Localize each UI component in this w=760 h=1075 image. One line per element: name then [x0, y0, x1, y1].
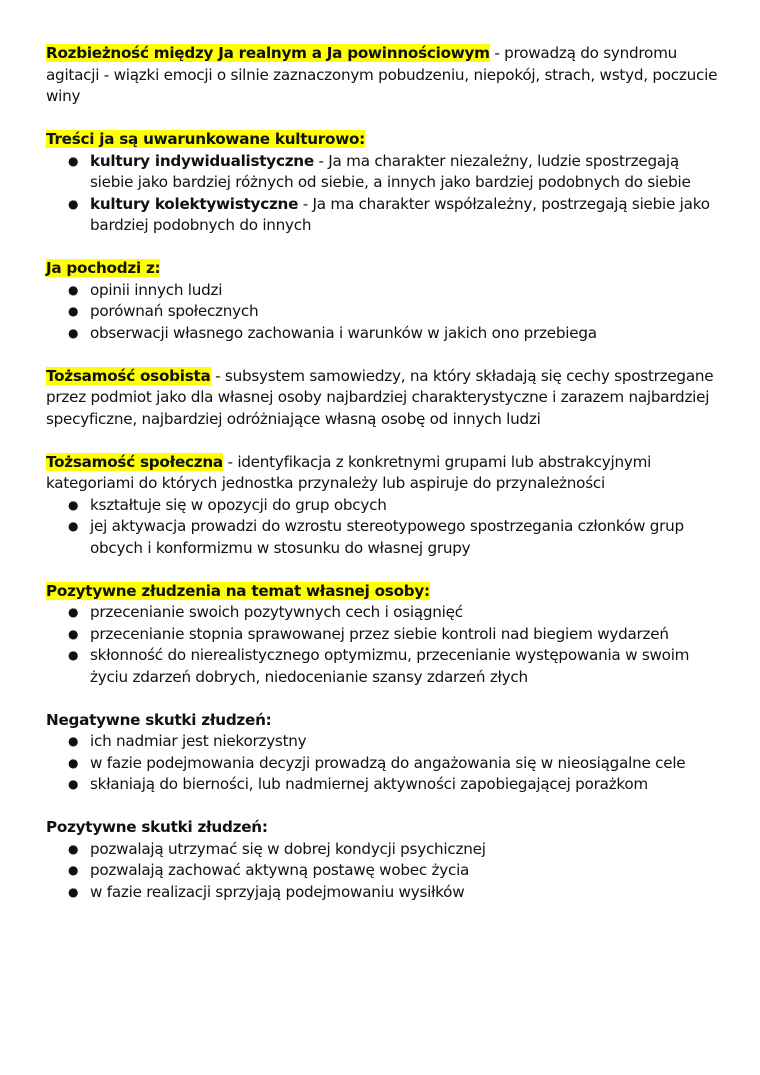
paragraph [46, 129, 726, 151]
bullet-icon: ● [68, 304, 79, 318]
paragraph [46, 817, 726, 839]
section-discrepancy [46, 43, 726, 108]
bullet-icon: ● [68, 777, 79, 791]
bullet-list [46, 280, 726, 345]
item-text: - Ja ma charakter współzależny, postrzegają siebie jako bardziej podobnych do innych [90, 194, 710, 234]
item-text: obserwacji własnego zachowania i warunków w jakich ono przebiega [90, 323, 597, 342]
list-item [46, 731, 726, 753]
bullet-list [46, 602, 726, 688]
item-text: kształtuje się w opozycji do grup obcych [90, 495, 387, 514]
bullet-icon: ● [68, 884, 79, 899]
bullet-icon: ● [68, 605, 79, 619]
bullet-icon: ● [68, 863, 79, 877]
list-item [46, 839, 726, 861]
bullet-icon: ● [68, 325, 79, 340]
section-heading: Ja pochodzi z: [46, 259, 161, 277]
bullet-list [46, 151, 726, 237]
list-item [46, 323, 726, 345]
section-heading: Tożsamość społeczna [46, 452, 223, 471]
list-item [46, 624, 726, 646]
bullet-icon: ● [68, 734, 79, 748]
list-item [46, 495, 726, 517]
section-heading: Pozytywne skutki złudzeń: [46, 818, 268, 836]
item-text: - Ja ma charakter niezależny, ludzie spostrzegają siebie jako bardziej różnych od siebie, a innych jako bardziej podobnych do siebie [90, 151, 691, 191]
document-page [46, 43, 726, 925]
item-text: przecenianie swoich pozytywnych cech i osiągnięć [90, 603, 463, 621]
item-text: porównań społecznych [90, 302, 259, 320]
list-item [46, 280, 726, 302]
bullet-icon: ● [68, 648, 79, 662]
list-item [46, 753, 726, 775]
item-text: w fazie realizacji sprzyjają podejmowaniu wysiłków [90, 882, 465, 901]
bullet-list [46, 839, 726, 904]
bullet-icon: ● [68, 755, 79, 770]
item-text: pozwalają utrzymać się w dobrej kondycji psychicznej [90, 839, 486, 858]
paragraph [46, 452, 726, 495]
section-negative-effects [46, 710, 726, 796]
list-item [46, 516, 726, 559]
list-item [46, 151, 726, 194]
list-item [46, 301, 726, 323]
item-text: ich nadmiar jest niekorzystny [90, 732, 307, 750]
section-personal-identity [46, 366, 726, 431]
section-self-origin [46, 258, 726, 344]
item-text: pozwalają zachować aktywną postawę wobec życia [90, 861, 470, 879]
paragraph [46, 258, 726, 280]
section-text: - prowadzą do syndromu agitacji - wiązki emocji o silnie zaznaczonym pobudzeniu, niepokój, strach, wstyd, poczucie winy [46, 44, 718, 105]
item-text: przecenianie stopnia sprawowanej przez siebie kontroli nad biegiem wydarzeń [90, 624, 669, 643]
list-item [46, 602, 726, 624]
section-positive-effects [46, 817, 726, 903]
bullet-icon: ● [68, 196, 79, 211]
section-heading: Tożsamość osobista [46, 366, 211, 385]
item-text: skłaniają do bierności, lub nadmiernej aktywności zapobiegającej porażkom [90, 775, 648, 793]
section-text: - identyfikacja z konkretnymi grupami lub abstrakcyjnymi kategoriami do których jednostka przynależy lub aspiruje do przynależności [46, 452, 652, 492]
bullet-icon: ● [68, 626, 79, 641]
bullet-icon: ● [68, 519, 79, 533]
bullet-icon: ● [68, 153, 79, 168]
section-heading: Rozbieżność między Ja realnym a Ja powinnościowym [46, 44, 490, 62]
paragraph [46, 366, 726, 431]
section-heading: Treści ja są uwarunkowane kulturowo: [46, 130, 365, 148]
paragraph [46, 581, 726, 603]
list-item [46, 774, 726, 796]
bullet-list [46, 495, 726, 560]
list-item [46, 882, 726, 904]
bullet-icon: ● [68, 282, 79, 297]
section-text: - subsystem samowiedzy, na który składają się cechy spostrzegane przez podmiot jako dla własnej osoby najbardziej charakterystyczne i zarazem najbardziej specyficzne, najbardziej odróżniające własną osobę od innych ludzi [46, 366, 714, 428]
list-item [46, 645, 726, 688]
item-text: opinii innych ludzi [90, 280, 223, 299]
section-social-identity [46, 452, 726, 560]
item-term: kultury indywidualistyczne [90, 151, 314, 170]
list-item [46, 860, 726, 882]
item-text: w fazie podejmowania decyzji prowadzą do angażowania się w nieosiągalne cele [90, 753, 686, 772]
list-item [46, 194, 726, 237]
section-heading: Negatywne skutki złudzeń: [46, 710, 272, 729]
section-culture [46, 129, 726, 237]
section-heading: Pozytywne złudzenia na temat własnej osoby: [46, 581, 430, 600]
section-positive-illusions [46, 581, 726, 689]
item-term: kultury kolektywistyczne [90, 194, 299, 213]
bullet-icon: ● [68, 497, 79, 512]
paragraph [46, 43, 726, 108]
item-text: jej aktywacja prowadzi do wzrostu stereotypowego spostrzegania członków grup obcych i konformizmu w stosunku do własnej grupy [90, 517, 684, 557]
item-text: skłonność do nierealistycznego optymizmu, przecenianie występowania w swoim życiu zdarzeń dobrych, niedocenianie szansy zdarzeń złych [90, 646, 690, 686]
bullet-icon: ● [68, 841, 79, 856]
bullet-list [46, 731, 726, 796]
paragraph [46, 710, 726, 732]
